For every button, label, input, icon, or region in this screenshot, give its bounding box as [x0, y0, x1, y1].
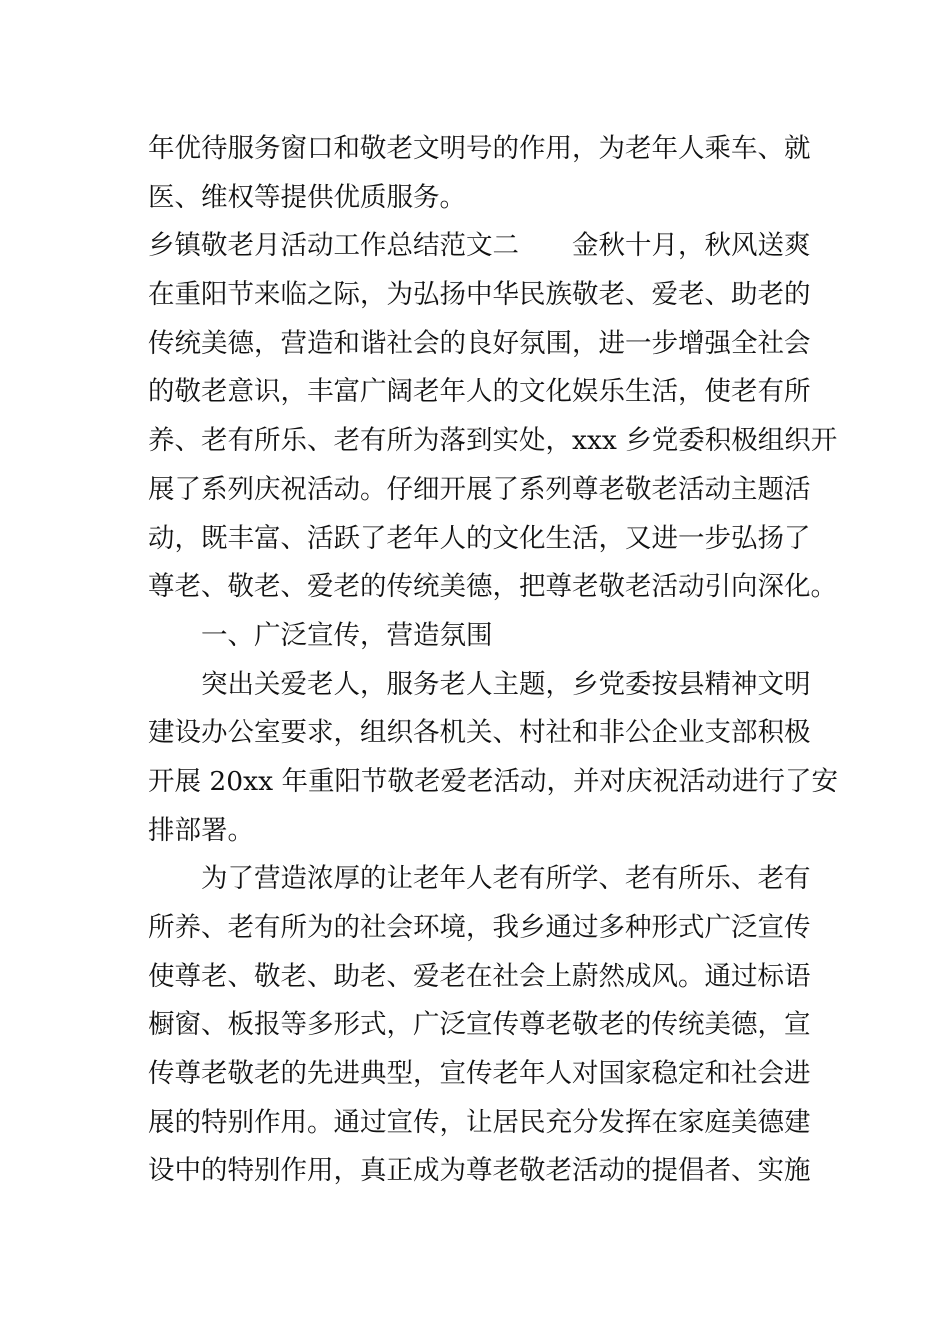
- paragraph-start-line: 为了营造浓厚的让老年人老有所学、老有所乐、老有: [201, 863, 811, 895]
- text-line: 养、老有所乐、老有所为落到实处，xxx 乡党委积极组织开: [148, 425, 838, 457]
- text-line: 设中的特别作用，真正成为尊老敬老活动的提倡者、实施: [148, 1155, 811, 1187]
- text-line: 建设办公室要求，组织各机关、村社和非公企业支部积极: [148, 717, 811, 749]
- heading-line: 一、广泛宣传，营造氛围: [201, 619, 493, 651]
- text-line: 展了系列庆祝活动。仔细开展了系列尊老敬老活动主题活: [148, 473, 811, 505]
- text-line: 开展 20xx 年重阳节敬老爱老活动，并对庆祝活动进行了安: [148, 765, 838, 797]
- text-line: 所养、老有所为的社会环境，我乡通过多种形式广泛宣传: [148, 912, 811, 943]
- text-line: 使尊老、敬老、助老、爱老在社会上蔚然成风。通过标语: [148, 960, 811, 992]
- text-line: 年优待服务窗口和敬老文明号的作用，为老年人乘车、就: [148, 133, 811, 164]
- text-line: 展的特别作用。通过宣传，让居民充分发挥在家庭美德建: [148, 1106, 811, 1138]
- text-line: 在重阳节来临之际，为弘扬中华民族敬老、爱老、助老的: [148, 279, 811, 311]
- paragraph-start-line: 突出关爱老人，服务老人主题，乡党委按县精神文明: [201, 668, 811, 700]
- text-line: 尊老、敬老、爱老的传统美德，把尊老敬老活动引向深化。: [148, 571, 837, 603]
- text-line: 传尊老敬老的先进典型，宣传老年人对国家稳定和社会进: [148, 1058, 811, 1090]
- document-body: [148, 125, 838, 1196]
- text-line: 传统美德，营造和谐社会的良好氛围，进一步增强全社会: [148, 327, 811, 359]
- text-line: 医、维权等提供优质服务。: [148, 181, 466, 213]
- text-line: 橱窗、板报等多形式，广泛宣传尊老敬老的传统美德，宣: [148, 1009, 811, 1041]
- text-line: 动，既丰富、活跃了老年人的文化生活，又进一步弘扬了: [148, 522, 811, 554]
- section-title-line: 乡镇敬老月活动工作总结范文二 金秋十月，秋风送爽: [148, 230, 811, 262]
- text-line: 排部署。: [148, 814, 254, 846]
- text-line: 的敬老意识，丰富广阔老年人的文化娱乐生活，使老有所: [148, 376, 811, 408]
